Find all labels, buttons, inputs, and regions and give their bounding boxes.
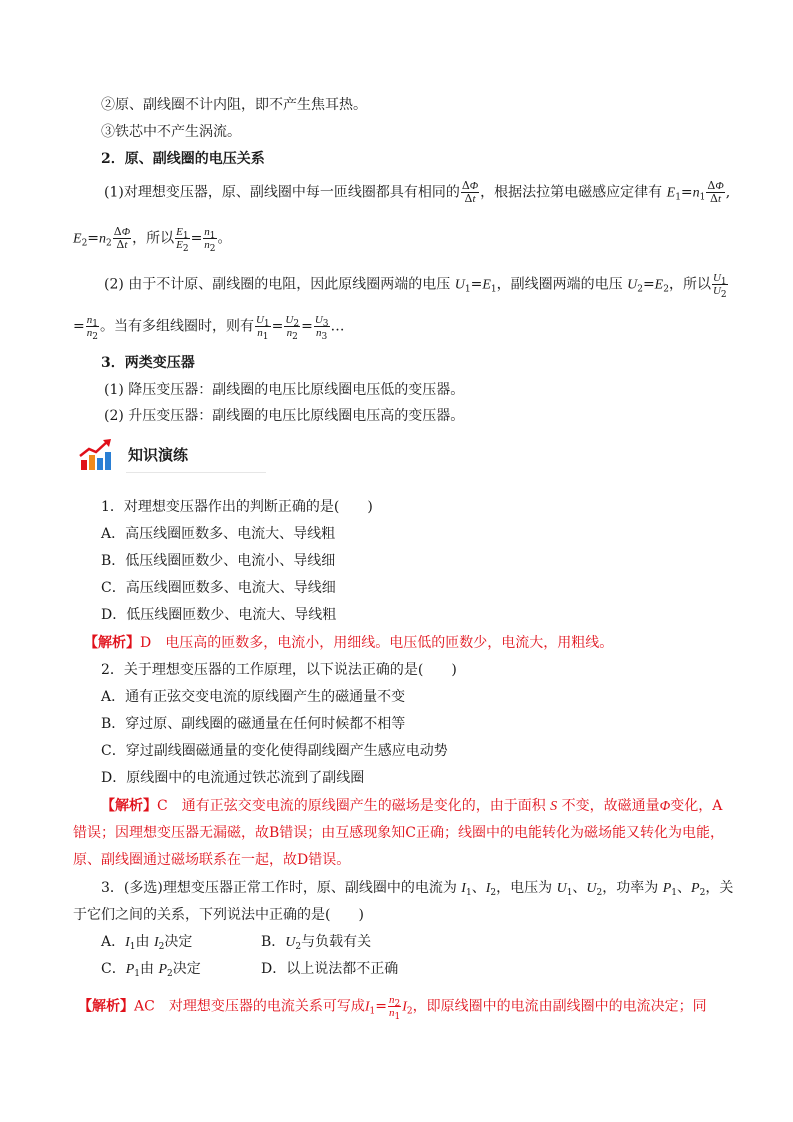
- answer-tag: 【解析】: [84, 635, 140, 651]
- option-text: 与负载有关: [301, 934, 372, 950]
- section-title: 知识演练: [128, 446, 189, 464]
- question-3-option-c: C．$P_1$由 $P_2$决定: [101, 961, 201, 979]
- fraction-u2-n2: $\frac{U_2}{n_2}$: [285, 314, 300, 342]
- text-segment: ，关: [705, 880, 734, 896]
- paragraph-voltage-2: $E_2=n_2$ $\frac{\Delta\Phi}{\Delta t}$ ，所以 $\frac{E_1}{E_2}$ = $\frac{n_1}{n_2}$ 。: [73, 225, 232, 254]
- option-text: 决定: [172, 961, 201, 977]
- paragraph-no-resistance: ②原、副线圈不计内阻，即不产生焦耳热。: [101, 97, 367, 113]
- paragraph-step-up: (2) 升压变压器：副线圈的电压比原线圈电压高的变压器。: [104, 408, 465, 424]
- paragraph-voltage-3: (2) 由于不计原、副线圈的电阻，因此原线圈两端的电压 $U_1=E_1$，副线圈两端的电压 $U_2=E_2$，所以 $\frac{U_1}{U_2}$: [104, 272, 727, 300]
- paragraph-step-down: (1) 降压变压器：副线圈的电压比原线圈电压低的变压器。: [104, 382, 465, 398]
- text-segment: (2) 由于不计原、副线圈的电阻，因此原线圈两端的电压: [104, 276, 451, 293]
- text-segment: ，副线圈两端的电压: [496, 276, 623, 293]
- question-1-option-a: A．高压线圈匝数多、电流大、导线粗: [101, 526, 336, 542]
- fraction-dphi-dt: $\frac{\Delta\Phi}{\Delta t}$: [707, 179, 724, 205]
- fraction-e1-e2: $\frac{E_1}{E_2}$: [176, 226, 189, 254]
- question-2-option-c: C．穿过副线圈磁通量的变化使得副线圈产生感应电动势: [101, 743, 448, 759]
- question-1-stem: 1．对理想变压器作出的判断正确的是( ): [101, 499, 373, 515]
- chart-trend-icon: [78, 438, 114, 472]
- fraction-u1-n1: $\frac{U_1}{n_1}$: [255, 314, 270, 342]
- question-3-answer: 【解析】AC 对理想变压器的电流关系可写成$I_1=$ $\frac{n_2}{n_1}$ $I_2$，即原线圈中的电流由副线圈中的电流决定；同: [78, 994, 707, 1022]
- answer-text: AC 对理想变压器的电流关系可写成: [134, 998, 365, 1015]
- answer-text: D 电压高的匝数多，电流小，用细线。电压低的匝数少，电流大，用粗线。: [140, 635, 614, 651]
- text-segment: ，根据法拉第电磁感应定律有: [480, 184, 663, 201]
- question-1-option-b: B．低压线圈匝数少、电流小、导线细: [101, 553, 336, 569]
- text-segment: ，功率为: [602, 880, 659, 896]
- text-segment: 3．(多选)理想变压器正常工作时，原、副线圈中的电流为: [101, 880, 457, 896]
- answer-tag: 【解析】: [101, 798, 157, 814]
- question-2-stem: 2．关于理想变压器的工作原理，以下说法正确的是( ): [101, 662, 457, 678]
- fraction-dphi-dt: $\frac{\Delta\Phi}{\Delta t}$: [461, 179, 479, 205]
- paragraph-no-eddy: ③铁芯中不产生涡流。: [101, 124, 241, 140]
- answer-text: 变化，A: [670, 798, 723, 814]
- question-2-option-b: B．穿过原、副线圈的磁通量在任何时候都不相等: [101, 716, 406, 732]
- answer-text: 不变，故磁通量: [561, 798, 660, 814]
- question-1-answer: [84, 633, 613, 653]
- question-2-answer-line-1: 【解析】C 通有正弦交变电流的原线圈产生的磁场是变化的，由于面积 S 不变，故磁通量Φ变化，A: [101, 798, 723, 814]
- section-header-practice: [78, 438, 718, 472]
- question-2-option-a: A．通有正弦交变电流的原线圈产生的磁通量不变: [101, 689, 406, 705]
- question-1-option-d: D．低压线圈匝数少、电流大、导线粗: [101, 607, 337, 623]
- fraction-u1-u2: $\frac{U_1}{U_2}$: [712, 272, 727, 300]
- question-2-answer-line-2: 错误；因理想变压器无漏磁，故B错误；由互感现象知C正确；线圈中的电能转化为磁场能又转化为电能，: [73, 825, 724, 841]
- text-segment: ，所以: [132, 230, 175, 247]
- question-3-option-b: B．$U_2$与负载有关: [261, 934, 372, 952]
- fraction-n1-n2: $\frac{n_1}{n_2}$: [86, 314, 98, 342]
- answer-text: C 通有正弦交变电流的原线圈产生的磁场是变化的，由于面积: [157, 798, 546, 814]
- question-1-option-c: C．高压线圈匝数多、电流大、导线细: [101, 580, 336, 596]
- section-divider: [126, 472, 266, 473]
- question-3-option-d: D．以上说法都不正确: [261, 961, 399, 977]
- paragraph-voltage-1: (1)对理想变压器，原、副线圈中每一匝线圈都具有相同的 $\frac{\Delta\Phi}{\Delta t}$ ，根据法拉第电磁感应定律有 $E_1=n_1$ $\frac{\Delta\Phi}{\Delta t}$ ,: [104, 179, 731, 205]
- fraction-n1-n2: $\frac{n_1}{n_2}$: [204, 226, 216, 254]
- fraction-n2-n1: $\frac{n_2}{n_1}$: [388, 994, 401, 1022]
- text-segment: 。当有多组线圈时，则有: [99, 318, 254, 335]
- heading-two-types: 3．两类变压器: [101, 355, 195, 371]
- question-2-option-d: D．原线圈中的电流通过铁芯流到了副线圈: [101, 770, 365, 786]
- paragraph-voltage-4: = $\frac{n_1}{n_2}$ 。当有多组线圈时，则有 $\frac{U_1}{n_1}$ = $\frac{U_2}{n_2}$ = $\frac{U_3}{n_3}$ …: [73, 314, 345, 342]
- question-2-answer-line-3: 原、副线圈通过磁场联系在一起，故D错误。: [73, 852, 351, 868]
- answer-tag: 【解析】: [78, 998, 134, 1015]
- answer-text: ，即原线圈中的电流由副线圈中的电流决定；同: [412, 998, 707, 1015]
- text-segment: (1)对理想变压器，原、副线圈中每一匝线圈都具有相同的: [104, 184, 460, 201]
- question-3-stem-line-1: 3．(多选)理想变压器正常工作时，原、副线圈中的电流为 $I_1$、$I_2$，电压为 $U_1$、$U_2$，功率为 $P_1$、$P_2$，关: [101, 880, 734, 898]
- fraction-u3-n3: $\frac{U_3}{n_3}$: [314, 314, 329, 342]
- option-text: 决定: [164, 934, 193, 950]
- fraction-dphi-dt: $\frac{\Delta\Phi}{\Delta t}$: [113, 225, 131, 251]
- question-3-stem-line-2: 于它们之间的关系，下列说法中正确的是( ): [73, 907, 364, 923]
- text-segment: ，所以: [668, 276, 711, 293]
- question-3-option-a: A．$I_1$由 $I_2$决定: [101, 934, 193, 952]
- heading-voltage-relation: 2．原、副线圈的电压关系: [101, 151, 265, 167]
- text-segment: ，电压为: [496, 880, 553, 896]
